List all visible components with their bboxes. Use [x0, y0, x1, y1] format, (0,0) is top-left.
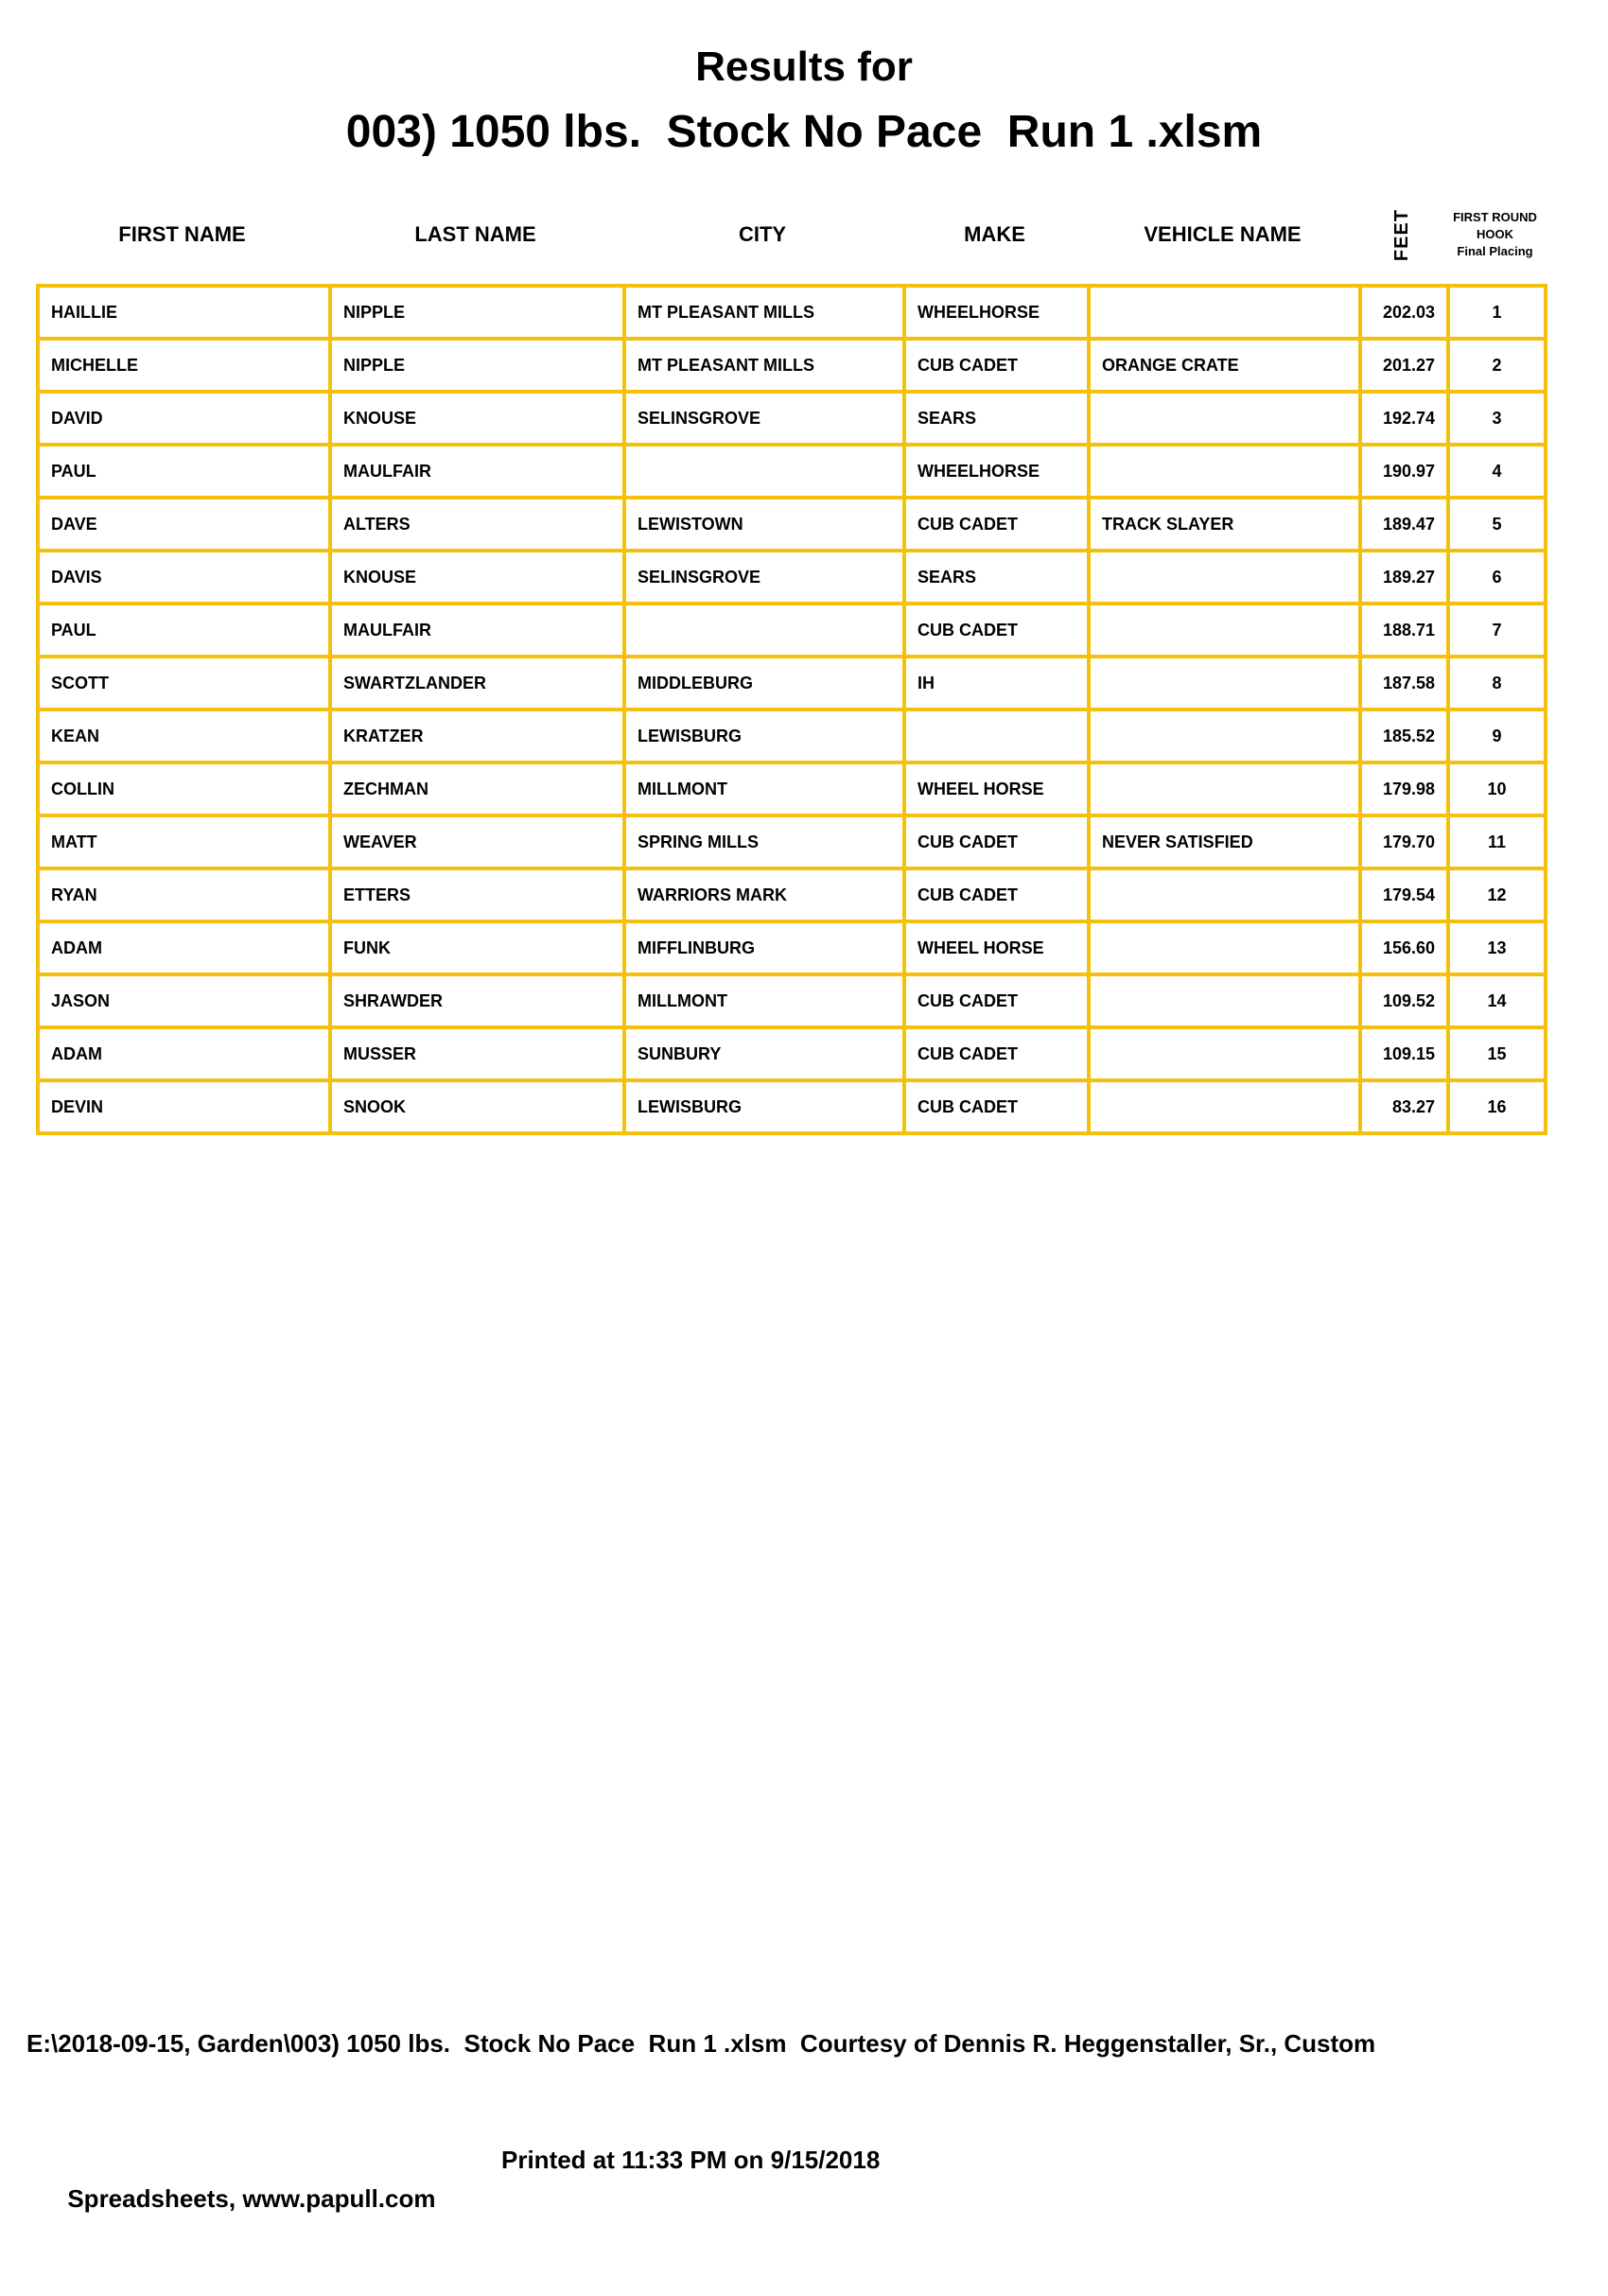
cell-placing: 15 — [1448, 1027, 1546, 1080]
cell-feet: 187.58 — [1360, 657, 1448, 710]
cell-city: SELINSGROVE — [624, 551, 904, 604]
cell-placing: 14 — [1448, 974, 1546, 1027]
cell-placing: 3 — [1448, 392, 1546, 445]
cell-make: CUB CADET — [904, 339, 1089, 392]
header-city: CITY — [738, 222, 787, 246]
cell-feet: 83.27 — [1360, 1080, 1448, 1133]
cell-vehicle-name: ORANGE CRATE — [1089, 339, 1360, 392]
cell-last-name: MAULFAIR — [330, 445, 624, 498]
header-vehicle-name: VEHICLE NAME — [1144, 222, 1302, 246]
cell-city: LEWISBURG — [624, 710, 904, 762]
cell-feet: 156.60 — [1360, 921, 1448, 974]
cell-city: MT PLEASANT MILLS — [624, 286, 904, 339]
cell-make: CUB CADET — [904, 498, 1089, 551]
cell-feet: 192.74 — [1360, 392, 1448, 445]
cell-vehicle-name — [1089, 286, 1360, 339]
footer-line1: E:\2018-09-15, Garden\003) 1050 lbs. Stock No Pace Run 1 .xlsm Courtesy of Dennis R. Heggenstaller, Sr., Custom — [26, 2029, 1376, 2058]
page-subtitle: 003) 1050 lbs. Stock No Pace Run 1 .xlsm — [345, 107, 1263, 157]
header-feet-label: FEET — [1391, 208, 1412, 261]
cell-vehicle-name — [1089, 762, 1360, 815]
cell-city: MT PLEASANT MILLS — [624, 339, 904, 392]
cell-city: SELINSGROVE — [624, 392, 904, 445]
cell-feet: 189.47 — [1360, 498, 1448, 551]
cell-last-name: KRATZER — [330, 710, 624, 762]
cell-last-name: KNOUSE — [330, 551, 624, 604]
cell-feet: 179.54 — [1360, 868, 1448, 921]
cell-make: WHEEL HORSE — [904, 921, 1089, 974]
table-row — [38, 498, 1546, 551]
cell-last-name: NIPPLE — [330, 286, 624, 339]
cell-last-name: ETTERS — [330, 868, 624, 921]
header-make: MAKE — [964, 222, 1025, 246]
title-block — [0, 44, 1608, 158]
table-row — [38, 445, 1546, 498]
cell-placing: 7 — [1448, 604, 1546, 657]
table-row — [38, 710, 1546, 762]
results-table — [36, 284, 1547, 1135]
cell-placing: 5 — [1448, 498, 1546, 551]
cell-first-name: DAVIS — [38, 551, 330, 604]
cell-vehicle-name — [1089, 657, 1360, 710]
footer-printed-at: Printed at 11:33 PM on 9/15/2018 — [501, 2146, 881, 2174]
cell-vehicle-name: NEVER SATISFIED — [1089, 815, 1360, 868]
cell-make: CUB CADET — [904, 868, 1089, 921]
header-feet — [1358, 187, 1446, 282]
cell-make: WHEEL HORSE — [904, 762, 1089, 815]
cell-feet: 202.03 — [1360, 286, 1448, 339]
cell-vehicle-name — [1089, 551, 1360, 604]
header-placing — [1446, 187, 1544, 282]
cell-first-name: DAVID — [38, 392, 330, 445]
cell-last-name: MUSSER — [330, 1027, 624, 1080]
cell-last-name: ZECHMAN — [330, 762, 624, 815]
cell-vehicle-name — [1089, 392, 1360, 445]
cell-vehicle-name — [1089, 868, 1360, 921]
table-row — [38, 551, 1546, 604]
cell-make: CUB CADET — [904, 604, 1089, 657]
cell-feet: 109.52 — [1360, 974, 1448, 1027]
cell-placing: 2 — [1448, 339, 1546, 392]
table-row — [38, 868, 1546, 921]
footer-line2 — [26, 2141, 1587, 2213]
cell-last-name: SHRAWDER — [330, 974, 624, 1027]
cell-vehicle-name — [1089, 445, 1360, 498]
cell-feet: 179.70 — [1360, 815, 1448, 868]
cell-make: IH — [904, 657, 1089, 710]
cell-first-name: SCOTT — [38, 657, 330, 710]
table-row — [38, 762, 1546, 815]
table-row — [38, 604, 1546, 657]
cell-city: SPRING MILLS — [624, 815, 904, 868]
header-first-name: FIRST NAME — [118, 222, 246, 246]
cell-city: MIDDLEBURG — [624, 657, 904, 710]
cell-last-name: SNOOK — [330, 1080, 624, 1133]
cell-feet: 188.71 — [1360, 604, 1448, 657]
footer-line2-left: Spreadsheets, www.papull.com — [67, 2184, 436, 2213]
cell-first-name: ADAM — [38, 921, 330, 974]
table-row — [38, 974, 1546, 1027]
cell-placing: 4 — [1448, 445, 1546, 498]
header-placing-line2: HOOK — [1477, 227, 1513, 241]
cell-city: LEWISBURG — [624, 1080, 904, 1133]
cell-first-name: RYAN — [38, 868, 330, 921]
cell-vehicle-name — [1089, 604, 1360, 657]
cell-placing: 11 — [1448, 815, 1546, 868]
cell-first-name: ADAM — [38, 1027, 330, 1080]
cell-make: SEARS — [904, 551, 1089, 604]
table-row — [38, 392, 1546, 445]
table-row — [38, 286, 1546, 339]
cell-vehicle-name — [1089, 710, 1360, 762]
cell-placing: 6 — [1448, 551, 1546, 604]
cell-make: CUB CADET — [904, 815, 1089, 868]
cell-last-name: KNOUSE — [330, 392, 624, 445]
cell-last-name: WEAVER — [330, 815, 624, 868]
cell-make: SEARS — [904, 392, 1089, 445]
cell-placing: 10 — [1448, 762, 1546, 815]
header-placing-line1: FIRST ROUND — [1453, 210, 1537, 224]
cell-make: WHEELHORSE — [904, 445, 1089, 498]
cell-city: WARRIORS MARK — [624, 868, 904, 921]
cell-city — [624, 445, 904, 498]
cell-placing: 16 — [1448, 1080, 1546, 1133]
cell-make: CUB CADET — [904, 1080, 1089, 1133]
header-placing-line3: Final Placing — [1457, 244, 1533, 258]
cell-feet: 201.27 — [1360, 339, 1448, 392]
table-row — [38, 921, 1546, 974]
cell-placing: 8 — [1448, 657, 1546, 710]
cell-feet: 189.27 — [1360, 551, 1448, 604]
cell-first-name: MICHELLE — [38, 339, 330, 392]
cell-placing: 12 — [1448, 868, 1546, 921]
cell-vehicle-name: TRACK SLAYER — [1089, 498, 1360, 551]
cell-first-name: DAVE — [38, 498, 330, 551]
cell-feet: 190.97 — [1360, 445, 1448, 498]
cell-first-name: PAUL — [38, 604, 330, 657]
cell-city: MILLMONT — [624, 974, 904, 1027]
cell-feet: 109.15 — [1360, 1027, 1448, 1080]
cell-first-name: JASON — [38, 974, 330, 1027]
header-last-name: LAST NAME — [414, 222, 536, 246]
table-row — [38, 1080, 1546, 1133]
table-row — [38, 339, 1546, 392]
cell-placing: 13 — [1448, 921, 1546, 974]
cell-last-name: FUNK — [330, 921, 624, 974]
page-footer — [26, 1947, 1587, 2257]
table-row — [38, 1027, 1546, 1080]
cell-city: MILLMONT — [624, 762, 904, 815]
table-row — [38, 815, 1546, 868]
cell-first-name: PAUL — [38, 445, 330, 498]
cell-placing: 9 — [1448, 710, 1546, 762]
table-row — [38, 657, 1546, 710]
cell-last-name: NIPPLE — [330, 339, 624, 392]
cell-first-name: KEAN — [38, 710, 330, 762]
table-header-row — [36, 187, 1544, 282]
cell-city — [624, 604, 904, 657]
cell-make: CUB CADET — [904, 1027, 1089, 1080]
cell-last-name: ALTERS — [330, 498, 624, 551]
cell-first-name: DEVIN — [38, 1080, 330, 1133]
cell-feet: 179.98 — [1360, 762, 1448, 815]
cell-vehicle-name — [1089, 921, 1360, 974]
cell-city: LEWISTOWN — [624, 498, 904, 551]
cell-city: SUNBURY — [624, 1027, 904, 1080]
cell-feet: 185.52 — [1360, 710, 1448, 762]
cell-placing: 1 — [1448, 286, 1546, 339]
cell-vehicle-name — [1089, 1027, 1360, 1080]
cell-vehicle-name — [1089, 974, 1360, 1027]
cell-make: WHEELHORSE — [904, 286, 1089, 339]
cell-vehicle-name — [1089, 1080, 1360, 1133]
cell-first-name: HAILLIE — [38, 286, 330, 339]
cell-last-name: SWARTZLANDER — [330, 657, 624, 710]
cell-city: MIFFLINBURG — [624, 921, 904, 974]
cell-last-name: MAULFAIR — [330, 604, 624, 657]
cell-first-name: MATT — [38, 815, 330, 868]
cell-first-name: COLLIN — [38, 762, 330, 815]
cell-make — [904, 710, 1089, 762]
cell-make: CUB CADET — [904, 974, 1089, 1027]
page-title: Results for — [695, 44, 913, 90]
